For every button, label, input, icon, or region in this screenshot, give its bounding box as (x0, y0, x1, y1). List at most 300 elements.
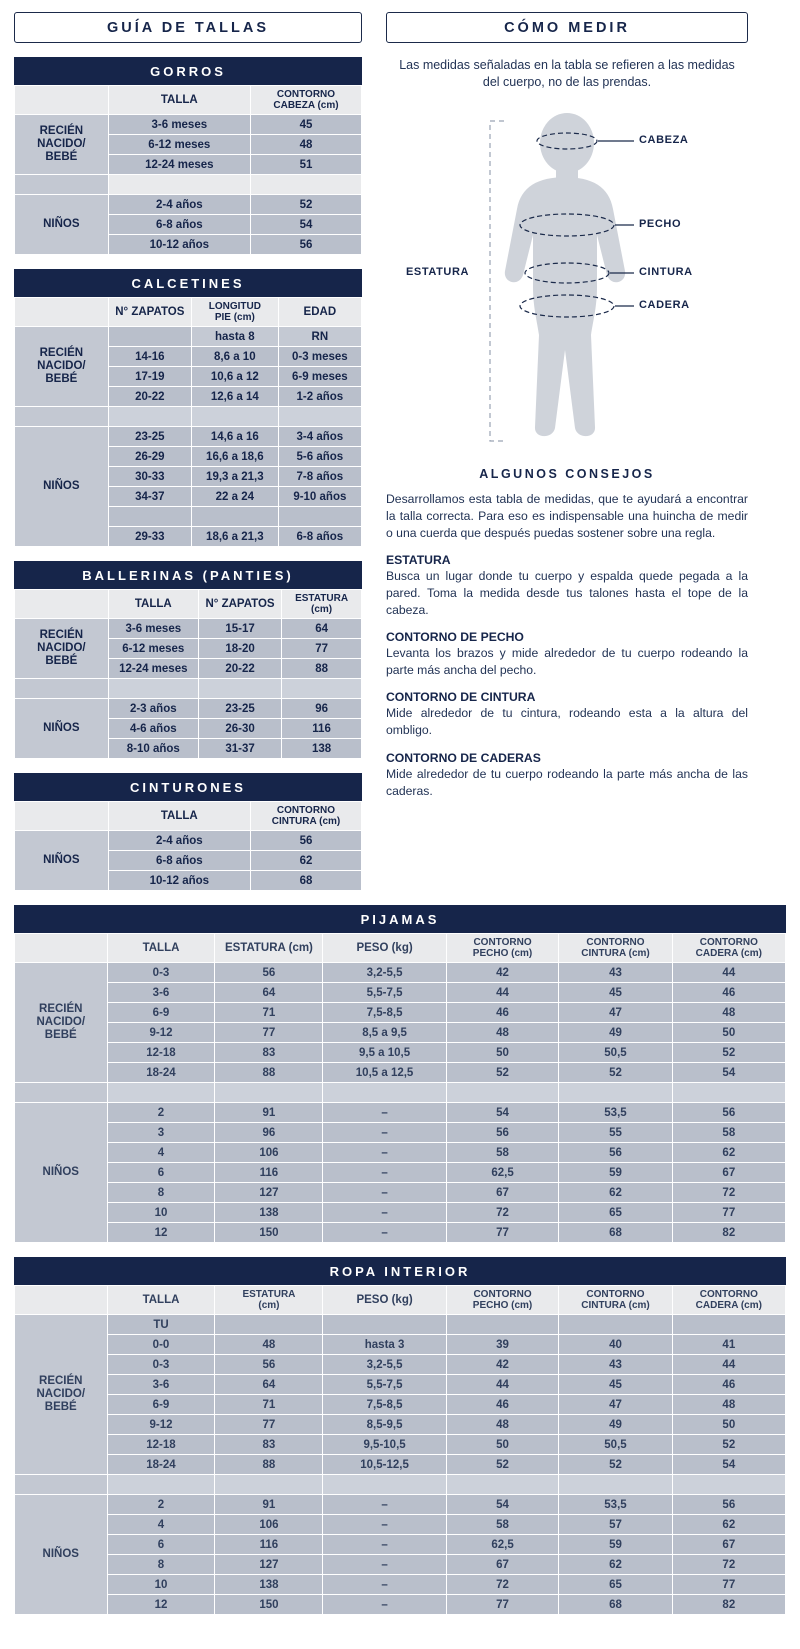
cell-talla: 0-3 (107, 1355, 215, 1375)
cell-peso: 8,5-9,5 (323, 1415, 446, 1435)
cell-talla: 0-3 (107, 963, 215, 983)
cell-estatura: 106 (215, 1143, 323, 1163)
cell-cadera: 46 (672, 1375, 785, 1395)
cell-cintura: 53,5 (559, 1495, 672, 1515)
cell-estatura: 77 (215, 1023, 323, 1043)
cell-cintura: 62 (559, 1183, 672, 1203)
header-blank (15, 86, 109, 115)
header-blank (15, 1286, 108, 1315)
cell-zapatos: 23-25 (198, 699, 281, 719)
cell-edad: 6-8 años (278, 527, 361, 547)
right-column (386, 12, 748, 811)
cell-cintura: 45 (559, 1375, 672, 1395)
figure-label-cadera: CADERA (639, 298, 690, 311)
cell-longitud: 10,6 a 12 (191, 367, 278, 387)
cell-estatura: 96 (215, 1123, 323, 1143)
cell-pecho: 48 (446, 1023, 559, 1043)
cell-peso: 7,5-8,5 (323, 1395, 446, 1415)
cell-talla: 12-18 (107, 1435, 215, 1455)
cell-cintura: 55 (559, 1123, 672, 1143)
cell-cadera: 48 (672, 1003, 785, 1023)
cell-pecho: 77 (446, 1595, 559, 1615)
cell-pecho: 67 (446, 1555, 559, 1575)
tip-body: Mide alrededor de tu cuerpo rodeando la parte más ancha de las caderas. (386, 766, 748, 798)
tip-body: Busca un lugar donde tu cuerpo y espalda quede pegada a la pared. Toma la medida desde tus talones hasta el tope de la cabeza. (386, 568, 748, 618)
cell-estatura: 71 (215, 1395, 323, 1415)
cell-cadera: 67 (672, 1163, 785, 1183)
cell-longitud: 14,6 a 16 (191, 427, 278, 447)
cell-longitud: 12,6 a 14 (191, 387, 278, 407)
cell-estatura: 64 (282, 619, 362, 639)
figure-label-estatura: ESTATURA (406, 265, 470, 278)
cell-zapatos: 31-37 (198, 739, 281, 759)
cell-cintura: 59 (559, 1535, 672, 1555)
table-spacer-row (15, 1475, 786, 1495)
cell-talla: 9-12 (107, 1023, 215, 1043)
table-ballerinas (14, 589, 362, 759)
tip-estatura (386, 553, 748, 619)
cell-zapatos: 17-19 (108, 367, 191, 387)
tips-intro: Desarrollamos esta tabla de medidas, que te ayudará a encontrar la talla correcta. Para eso es indispensable una huincha de medir o una cuerda que después puedas sostener sobre una regla. (386, 491, 748, 540)
cell-cintura: 52 (559, 1455, 672, 1475)
table-row (15, 1455, 786, 1475)
cell-talla: 12-18 (107, 1043, 215, 1063)
table-row (15, 1575, 786, 1595)
cell-pecho: 44 (446, 983, 559, 1003)
cell-peso: 7,5-8,5 (323, 1003, 446, 1023)
cell-talla: 12 (107, 1223, 215, 1243)
cell-talla: 6-12 meses (108, 135, 250, 155)
cell-cadera: 62 (672, 1143, 785, 1163)
section-pijamas (14, 905, 786, 1243)
table-row (15, 115, 362, 135)
cell-value: 51 (250, 155, 361, 175)
cell-pecho: 52 (446, 1063, 559, 1083)
cell-peso: hasta 3 (323, 1335, 446, 1355)
cell-pecho: 54 (446, 1103, 559, 1123)
page-title-size-guide: GUÍA DE TALLAS (14, 12, 362, 43)
header-contorno-cadera: CONTORNO CADERA (cm) (672, 934, 785, 963)
cell-longitud: hasta 8 (191, 327, 278, 347)
cell-longitud: 16,6 a 18,6 (191, 447, 278, 467)
table-spacer-row (15, 1083, 786, 1103)
cell-estatura: 138 (282, 739, 362, 759)
header-contorno-cintura: CONTORNO CINTURA (cm) (559, 934, 672, 963)
cell-peso: 8,5 a 9,5 (323, 1023, 446, 1043)
cell-zapatos: 18-20 (198, 639, 281, 659)
cell-pecho: 48 (446, 1415, 559, 1435)
tip-heading: CONTORNO DE CADERAS (386, 750, 541, 765)
table-row (15, 1103, 786, 1123)
figure-label-cintura: CINTURA (639, 265, 693, 278)
cell-peso: – (323, 1575, 446, 1595)
table-row (15, 1123, 786, 1143)
group-label-ninos: NIÑOS (15, 1495, 108, 1615)
cell-talla: 6-12 meses (108, 639, 198, 659)
header-peso: PESO (kg) (323, 934, 446, 963)
group-label-ninos: NIÑOS (15, 1103, 108, 1243)
cell-cintura: 65 (559, 1575, 672, 1595)
table-header-row (15, 86, 362, 115)
cell-pecho: 72 (446, 1575, 559, 1595)
cell-value: 48 (250, 135, 361, 155)
cell-peso: 5,5-7,5 (323, 983, 446, 1003)
header-longitud-pie: LONGITUD PIE (cm) (191, 298, 278, 327)
header-talla: TALLA (107, 934, 215, 963)
cell-pecho: 67 (446, 1183, 559, 1203)
cell-talla: 6-9 (107, 1395, 215, 1415)
cell-cintura (559, 1315, 672, 1335)
cell-pecho (446, 1315, 559, 1335)
header-contorno-cabeza: CONTORNO CABEZA (cm) (250, 86, 361, 115)
cell-cadera: 56 (672, 1495, 785, 1515)
group-label-ninos: NIÑOS (15, 831, 109, 891)
group-label-ninos: NIÑOS (15, 699, 109, 759)
cell-peso: – (323, 1515, 446, 1535)
cell-cintura: 47 (559, 1003, 672, 1023)
cell-estatura: 56 (215, 963, 323, 983)
cell-cadera: 46 (672, 983, 785, 1003)
body-diagram-icon (386, 101, 748, 461)
cell-estatura: 64 (215, 983, 323, 1003)
cell-talla: 4 (107, 1143, 215, 1163)
table-row (15, 1203, 786, 1223)
tip-heading: ESTATURA (386, 552, 451, 567)
cell-cintura: 40 (559, 1335, 672, 1355)
cell-cintura: 49 (559, 1023, 672, 1043)
cell-peso: – (323, 1163, 446, 1183)
header-estatura: ESTATURA (cm) (215, 934, 323, 963)
cell-zapatos: 23-25 (108, 427, 191, 447)
cell-talla: 10-12 años (108, 871, 250, 891)
cell-peso: – (323, 1143, 446, 1163)
tip-heading: CONTORNO DE PECHO (386, 630, 524, 645)
header-talla: TALLA (107, 1286, 215, 1315)
table-header-row (15, 802, 362, 831)
cell-cintura: 68 (559, 1223, 672, 1243)
table-spacer-row (15, 407, 362, 427)
header-blank (15, 298, 109, 327)
table-gorros (14, 85, 362, 255)
cell-talla: 10 (107, 1203, 215, 1223)
cell-peso: – (323, 1595, 446, 1615)
cell-zapatos: 30-33 (108, 467, 191, 487)
cell-pecho: 56 (446, 1123, 559, 1143)
header-n-zapatos: N° ZAPATOS (198, 590, 281, 619)
cell-cadera: 50 (672, 1415, 785, 1435)
cell-edad: 0-3 meses (278, 347, 361, 367)
table-row (15, 1043, 786, 1063)
cell-value: 56 (250, 831, 361, 851)
table-row (15, 1003, 786, 1023)
figure-label-pecho: PECHO (639, 217, 682, 230)
cell-edad (278, 507, 361, 527)
group-label-recien-nacido: RECIÉN NACIDO/ BEBÉ (15, 115, 109, 175)
cell-estatura: 64 (215, 1375, 323, 1395)
cell-estatura: 138 (215, 1575, 323, 1595)
table-title-ballerinas: BALLERINAS (PANTIES) (14, 561, 362, 589)
cell-talla: 2-4 años (108, 831, 250, 851)
group-label-recien-nacido: RECIÉN NACIDO/ BEBÉ (15, 1315, 108, 1475)
cell-estatura: 127 (215, 1183, 323, 1203)
cell-estatura: 77 (215, 1415, 323, 1435)
cell-peso: 10,5-12,5 (323, 1455, 446, 1475)
cell-peso: 3,2-5,5 (323, 963, 446, 983)
cell-estatura (215, 1315, 323, 1335)
cell-value: 68 (250, 871, 361, 891)
cell-zapatos: 20-22 (198, 659, 281, 679)
cell-talla: 6-8 años (108, 215, 250, 235)
intro-text: Las medidas señaladas en la tabla se refieren a las medidas del cuerpo, no de las prendas. (399, 58, 735, 89)
cell-zapatos: 14-16 (108, 347, 191, 367)
cell-zapatos: 20-22 (108, 387, 191, 407)
cell-talla: 12-24 meses (108, 155, 250, 175)
cell-zapatos: 29-33 (108, 527, 191, 547)
table-pijamas (14, 933, 786, 1243)
table-row (15, 983, 786, 1003)
cell-cadera: 56 (672, 1103, 785, 1123)
cell-cadera: 77 (672, 1575, 785, 1595)
cell-pecho: 39 (446, 1335, 559, 1355)
cell-estatura: 127 (215, 1555, 323, 1575)
cell-longitud: 22 a 24 (191, 487, 278, 507)
table-row (15, 1183, 786, 1203)
header-estatura: ESTATURA (cm) (215, 1286, 323, 1315)
table-row (15, 1555, 786, 1575)
cell-peso: 9,5 a 10,5 (323, 1043, 446, 1063)
cell-estatura: 56 (215, 1355, 323, 1375)
cell-pecho: 72 (446, 1203, 559, 1223)
cell-pecho: 58 (446, 1515, 559, 1535)
cell-peso: – (323, 1535, 446, 1555)
cell-estatura: 88 (215, 1063, 323, 1083)
cell-talla: 18-24 (107, 1063, 215, 1083)
cell-cintura: 56 (559, 1143, 672, 1163)
cell-estatura: 106 (215, 1515, 323, 1535)
cell-peso: – (323, 1183, 446, 1203)
cell-longitud: 18,6 a 21,3 (191, 527, 278, 547)
table-row (15, 1535, 786, 1555)
table-row (15, 1415, 786, 1435)
cell-talla: 4 (107, 1515, 215, 1535)
cell-cintura: 57 (559, 1515, 672, 1535)
cell-peso: 3,2-5,5 (323, 1355, 446, 1375)
table-row (15, 1435, 786, 1455)
left-column (14, 12, 362, 891)
cell-talla: 8-10 años (108, 739, 198, 759)
cell-talla: 12-24 meses (108, 659, 198, 679)
cell-cintura: 65 (559, 1203, 672, 1223)
header-talla: TALLA (108, 802, 250, 831)
table-row (15, 619, 362, 639)
table-cinturones (14, 801, 362, 891)
cell-pecho: 54 (446, 1495, 559, 1515)
table-spacer-row (15, 679, 362, 699)
cell-cadera: 44 (672, 1355, 785, 1375)
cell-estatura: 48 (215, 1335, 323, 1355)
table-row (15, 1335, 786, 1355)
cell-edad: 1-2 años (278, 387, 361, 407)
cell-edad: 7-8 años (278, 467, 361, 487)
table-header-row (15, 1286, 786, 1315)
cell-estatura: 88 (215, 1455, 323, 1475)
cell-cadera: 67 (672, 1535, 785, 1555)
cell-cintura: 50,5 (559, 1435, 672, 1455)
cell-cadera: 72 (672, 1555, 785, 1575)
cell-estatura: 91 (215, 1495, 323, 1515)
table-row (15, 1375, 786, 1395)
cell-peso: – (323, 1103, 446, 1123)
table-row (15, 1355, 786, 1375)
cell-talla: 3-6 (107, 983, 215, 1003)
cell-pecho: 42 (446, 1355, 559, 1375)
cell-talla: 2 (107, 1495, 215, 1515)
cell-talla: 8 (107, 1555, 215, 1575)
cell-talla: 6-9 (107, 1003, 215, 1023)
cell-value: 52 (250, 195, 361, 215)
header-blank (15, 802, 109, 831)
table-header-row (15, 298, 362, 327)
table-title-calcetines: CALCETINES (14, 269, 362, 297)
cell-talla: 4-6 años (108, 719, 198, 739)
cell-talla: 12 (107, 1595, 215, 1615)
cell-edad: RN (278, 327, 361, 347)
header-contorno-pecho: CONTORNO PECHO (cm) (446, 934, 559, 963)
header-contorno-cintura: CONTORNO CINTURA (cm) (559, 1286, 672, 1315)
cell-edad: 5-6 años (278, 447, 361, 467)
cell-cintura: 68 (559, 1595, 672, 1615)
group-label-recien-nacido: RECIÉN NACIDO/ BEBÉ (15, 963, 108, 1083)
cell-talla: TU (107, 1315, 215, 1335)
measure-figure (386, 101, 748, 461)
cell-cintura: 49 (559, 1415, 672, 1435)
table-row (15, 1595, 786, 1615)
tip-contorno-pecho (386, 630, 748, 679)
cell-estatura: 116 (282, 719, 362, 739)
tips-title: ALGUNOS CONSEJOS (479, 466, 655, 481)
cell-zapatos (108, 327, 191, 347)
cell-cintura: 43 (559, 963, 672, 983)
cell-value: 54 (250, 215, 361, 235)
cell-zapatos: 26-30 (198, 719, 281, 739)
cell-cintura: 47 (559, 1395, 672, 1415)
cell-estatura: 83 (215, 1043, 323, 1063)
cell-cintura: 59 (559, 1163, 672, 1183)
table-row (15, 427, 362, 447)
table-row (15, 1495, 786, 1515)
cell-cadera: 44 (672, 963, 785, 983)
cell-peso: – (323, 1495, 446, 1515)
cell-estatura: 116 (215, 1535, 323, 1555)
cell-pecho: 46 (446, 1395, 559, 1415)
cell-longitud (191, 507, 278, 527)
cell-longitud: 8,6 a 10 (191, 347, 278, 367)
cell-peso: 9,5-10,5 (323, 1435, 446, 1455)
cell-pecho: 50 (446, 1435, 559, 1455)
cell-talla: 2-4 años (108, 195, 250, 215)
cell-talla: 6 (107, 1163, 215, 1183)
table-row (15, 1515, 786, 1535)
tip-heading: CONTORNO DE CINTURA (386, 690, 536, 705)
table-row (15, 327, 362, 347)
group-label-recien-nacido: RECIÉN NACIDO/ BEBÉ (15, 327, 109, 407)
table-title-pijamas: PIJAMAS (14, 905, 786, 933)
header-n-zapatos: N° ZAPATOS (108, 298, 191, 327)
cell-talla: 6-8 años (108, 851, 250, 871)
cell-talla: 6 (107, 1535, 215, 1555)
cell-talla: 2 (107, 1103, 215, 1123)
header-contorno-cintura: CONTORNO CINTURA (cm) (250, 802, 361, 831)
cell-cadera: 54 (672, 1455, 785, 1475)
table-calcetines (14, 297, 362, 547)
cell-cadera: 58 (672, 1123, 785, 1143)
table-row (15, 195, 362, 215)
cell-estatura: 138 (215, 1203, 323, 1223)
cell-pecho: 52 (446, 1455, 559, 1475)
table-spacer-row (15, 175, 362, 195)
cell-estatura: 150 (215, 1223, 323, 1243)
cell-pecho: 77 (446, 1223, 559, 1243)
table-row (15, 1395, 786, 1415)
cell-cintura: 45 (559, 983, 672, 1003)
cell-cintura: 53,5 (559, 1103, 672, 1123)
header-blank (15, 934, 108, 963)
cell-zapatos: 15-17 (198, 619, 281, 639)
cell-cintura: 50,5 (559, 1043, 672, 1063)
group-label-ninos: NIÑOS (15, 427, 109, 547)
cell-estatura: 83 (215, 1435, 323, 1455)
cell-cadera: 48 (672, 1395, 785, 1415)
cell-cadera: 77 (672, 1203, 785, 1223)
top-columns (14, 12, 786, 891)
cell-value: 45 (250, 115, 361, 135)
cell-estatura: 91 (215, 1103, 323, 1123)
figure-label-cabeza: CABEZA (639, 133, 689, 146)
cell-estatura: 71 (215, 1003, 323, 1023)
cell-talla: 3-6 meses (108, 115, 250, 135)
tip-body: Levanta los brazos y mide alrededor de tu cuerpo rodeando la parte más ancha del pecho. (386, 646, 748, 678)
cell-estatura: 150 (215, 1595, 323, 1615)
cell-cadera (672, 1315, 785, 1335)
header-talla: TALLA (108, 86, 250, 115)
section-ropa-interior (14, 1257, 786, 1615)
cell-peso (323, 1315, 446, 1335)
cell-pecho: 58 (446, 1143, 559, 1163)
table-row (15, 1143, 786, 1163)
header-estatura: ESTATURA (cm) (282, 590, 362, 619)
cell-cadera: 41 (672, 1335, 785, 1355)
cell-estatura: 116 (215, 1163, 323, 1183)
table-row (15, 963, 786, 983)
cell-talla: 3-6 (107, 1375, 215, 1395)
tip-contorno-cintura (386, 690, 748, 739)
table-title-ropa-interior: ROPA INTERIOR (14, 1257, 786, 1285)
cell-cadera: 82 (672, 1595, 785, 1615)
cell-pecho: 62,5 (446, 1535, 559, 1555)
cell-estatura: 77 (282, 639, 362, 659)
cell-value: 56 (250, 235, 361, 255)
cell-longitud: 19,3 a 21,3 (191, 467, 278, 487)
cell-talla: 10-12 años (108, 235, 250, 255)
group-label-ninos: NIÑOS (15, 195, 109, 255)
table-row (15, 1023, 786, 1043)
page-title-how-to-measure: CÓMO MEDIR (386, 12, 748, 43)
cell-cadera: 52 (672, 1043, 785, 1063)
tip-body: Mide alrededor de tu cintura, rodeando esta a la altura del ombligo. (386, 706, 748, 738)
group-label-recien-nacido: RECIÉN NACIDO/ BEBÉ (15, 619, 109, 679)
table-row (15, 699, 362, 719)
cell-cintura: 62 (559, 1555, 672, 1575)
